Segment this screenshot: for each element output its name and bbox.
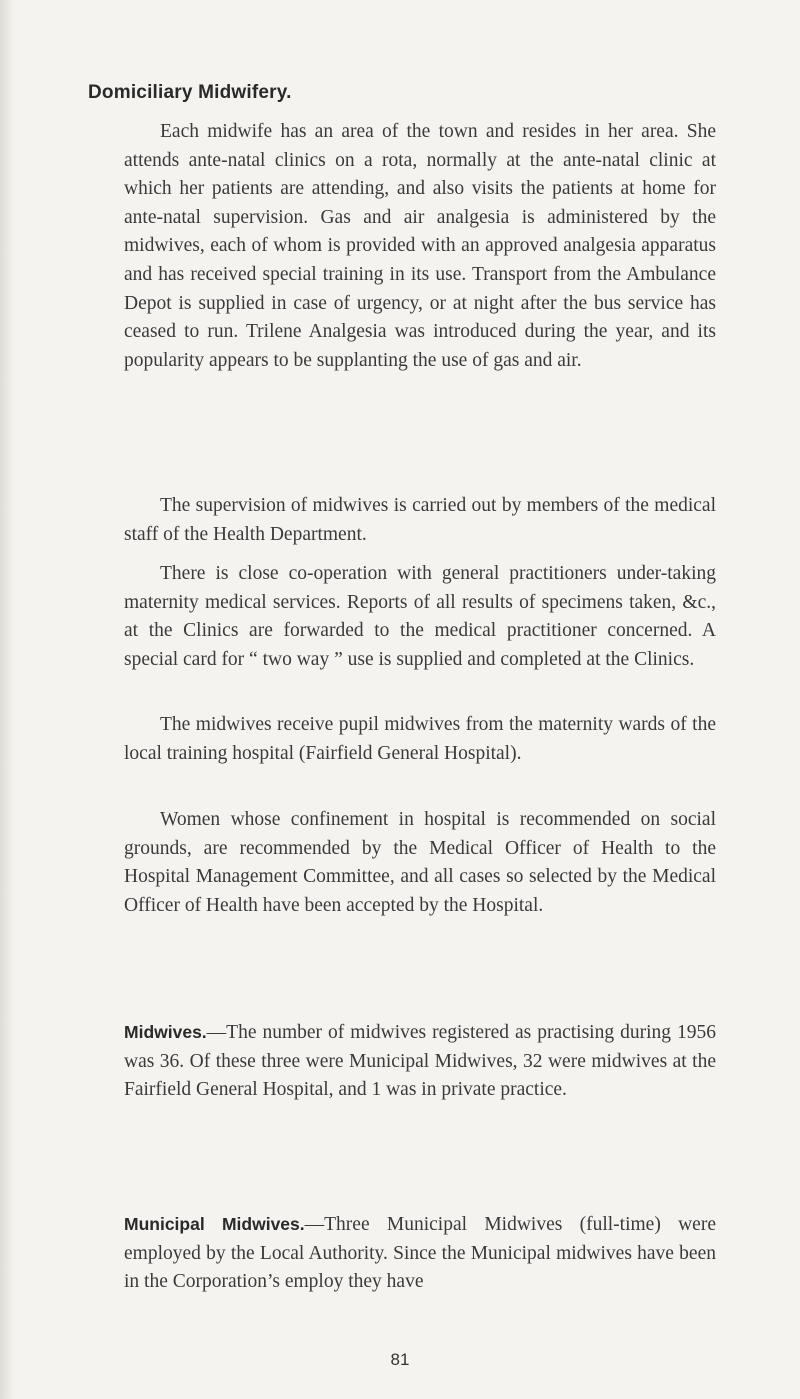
paragraph-cooperation: There is close co-operation with general practitioners under-taking maternity medical services. Reports of all results of specimens taken, &c., at the Clinics are forwarded to the medical practitioner concerned. A special card for “ two way ” use is supplied and completed at the Clinics. <box>124 563 716 670</box>
paragraph-supervision: The supervision of midwives is carried out by members of the medical staff of the Health Department. <box>124 495 716 545</box>
paragraph-midwives <box>124 1018 716 1105</box>
paragraph-municipal-midwives-text: —Three Municipal Midwives (full-time) were employed by the Local Authority. Since the Municipal midwives have been in the Corporation’s employ they have <box>124 1214 716 1293</box>
section-heading: Domiciliary Midwifery. <box>88 82 292 103</box>
paragraph-municipal-midwives <box>124 1210 716 1297</box>
binding-shadow <box>0 0 14 1399</box>
paragraph-hospital-confinement: Women whose confinement in hospital is recommended on social grounds, are recommended by the Medical Officer of Health to the Hospital Management Committee, and all cases so selected by the Medical Officer of Health have been accepted by the Hospital. <box>124 809 716 916</box>
paragraph-pupil-midwives: The midwives receive pupil midwives from the maternity wards of the local training hospital (Fairfield General Hospital). <box>124 714 716 764</box>
paragraph-midwives-text: —The number of midwives registered as practising during 1956 was 36. Of these three were Municipal Midwives, 32 were midwives at the Fairfield General Hospital, and 1 was in private practice. <box>124 1022 716 1101</box>
runin-heading-midwives: Midwives. <box>124 1022 207 1042</box>
page-number: 81 <box>390 1350 410 1369</box>
paragraph-area-duties: Each midwife has an area of the town and resides in her area. She attends ante-natal clinics on a rota, normally at the ante-natal clinic at which her patients are attending, and also visits the patients at home for ante-natal supervision. Gas and air analgesia is administered by the midwives, each of whom is provided with an approved analgesia apparatus and has received special training in its use. Transport from the Ambulance Depot is supplied in case of urgency, or at night after the bus service has ceased to run. Trilene Analgesia was introduced during the year, and its popularity appears to be supplanting the use of gas and air. <box>124 121 716 371</box>
runin-heading-municipal-midwives: Municipal Midwives. <box>124 1214 305 1234</box>
